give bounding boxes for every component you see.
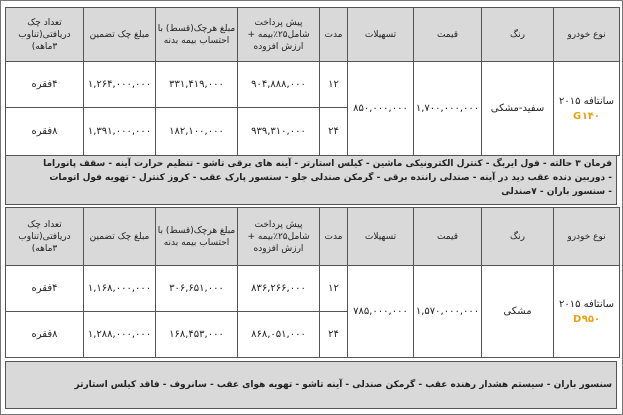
feature-line: سنسور باران - سیستم هشدار رهنده عقب - گرمکن صندلی - آینه تاشو - تهویه هوای عقب - سانروف - فاقد کیلس استارتر	[74, 380, 612, 390]
cheque-count-cell: ۸فقره	[6, 312, 84, 358]
facilities-cell: ۷۸۵,۰۰۰,۰۰۰	[348, 266, 414, 358]
header-color: رنگ	[482, 208, 554, 266]
prepayment-cell: ۹۰۴,۸۸۸,۰۰۰	[238, 62, 320, 108]
header-guarantee: مبلغ چک تضمین	[84, 208, 156, 266]
header-facilities: تسهیلات	[348, 208, 414, 266]
header-installment: مبلغ هرچک(قسط) با احتساب بیمه بدنه	[156, 208, 238, 266]
feature-line: فرمان ۳ حالته - فول ایربگ - کنترل الکترونیکی ماشین - کیلس استارتر - آینه های برقی تاشو - تنظیم حرارت آینه - سقف پانوراما	[43, 159, 612, 169]
header-guarantee: مبلغ چک تضمین	[84, 8, 156, 62]
price-table-section-1	[5, 7, 620, 156]
prepayment-cell: ۹۳۹,۳۱۰,۰۰۰	[238, 108, 320, 156]
model-cell	[554, 62, 620, 156]
color-cell: مشکی	[482, 266, 554, 358]
header-prepayment: پیش پرداخت شامل۲۵٪بیمه + ارزش افزوده	[238, 208, 320, 266]
header-model: نوع خودرو	[554, 8, 620, 62]
price-table-section-2	[5, 207, 620, 358]
guarantee-cell: ۱,۲۶۴,۰۰۰,۰۰۰	[84, 62, 156, 108]
model-badge: G۱۴۰	[572, 111, 601, 122]
guarantee-cell: ۱,۳۹۱,۰۰۰,۰۰۰	[84, 108, 156, 156]
header-duration: مدت	[320, 208, 348, 266]
guarantee-cell: ۱,۱۶۸,۰۰۰,۰۰۰	[84, 266, 156, 312]
cheque-count-cell: ۴فقره	[6, 266, 84, 312]
table-header-row	[6, 8, 620, 62]
features-box-section-1	[5, 155, 617, 205]
table-row	[6, 62, 620, 108]
feature-line: - سنسور باران - ۷صندلی	[501, 187, 612, 197]
table-row	[6, 266, 620, 312]
duration-cell: ۱۲	[320, 266, 348, 312]
header-installment: مبلغ هرچک(قسط) با احتساب بیمه بدنه	[156, 8, 238, 62]
feature-line: - دوربین دنده عقب دید در آینه - صندلی راننده برقی - گرمکن صندلی جلو - سنسور پارک عقب - کروز کنترل - تهویه فول اتومات	[49, 173, 612, 183]
duration-cell: ۲۴	[320, 108, 348, 156]
header-cheque-count: تعداد چک دریافتی(تناوب ۳ماهه)	[6, 208, 84, 266]
guarantee-cell: ۱,۲۸۸,۰۰۰,۰۰۰	[84, 312, 156, 358]
facilities-cell: ۸۵۰,۰۰۰,۰۰۰	[348, 62, 414, 156]
header-price: قیمت	[414, 8, 482, 62]
cheque-count-cell: ۴فقره	[6, 62, 84, 108]
header-cheque-count: تعداد چک دریافتی(تناوب ۳ماهه)	[6, 8, 84, 62]
prepayment-cell: ۸۳۶,۲۶۶,۰۰۰	[238, 266, 320, 312]
header-price: قیمت	[414, 208, 482, 266]
installment-cell: ۳۰۶,۶۵۱,۰۰۰	[156, 266, 238, 312]
features-box-section-2	[5, 361, 617, 409]
installment-cell: ۳۳۱,۴۱۹,۰۰۰	[156, 62, 238, 108]
model-cell	[554, 266, 620, 358]
duration-cell: ۲۴	[320, 312, 348, 358]
prepayment-cell: ۸۶۸,۰۵۱,۰۰۰	[238, 312, 320, 358]
installment-cell: ۱۶۸,۴۵۳,۰۰۰	[156, 312, 238, 358]
header-facilities: تسهیلات	[348, 8, 414, 62]
header-prepayment: پیش پرداخت شامل۲۵٪بیمه + ارزش افزوده	[238, 8, 320, 62]
model-badge: D۹۵۰	[572, 314, 601, 325]
model-name: سانتافه ۲۰۱۵	[558, 299, 615, 310]
installment-cell: ۱۸۲,۱۰۰,۰۰۰	[156, 108, 238, 156]
price-cell: ۱,۷۰۰,۰۰۰,۰۰۰	[414, 62, 482, 156]
table-header-row	[6, 208, 620, 266]
duration-cell: ۱۲	[320, 62, 348, 108]
header-model: نوع خودرو	[554, 208, 620, 266]
price-cell: ۱,۵۷۰,۰۰۰,۰۰۰	[414, 266, 482, 358]
header-color: رنگ	[482, 8, 554, 62]
header-duration: مدت	[320, 8, 348, 62]
cheque-count-cell: ۸فقره	[6, 108, 84, 156]
color-cell: سفید-مشکی	[482, 62, 554, 156]
model-name: سانتافه ۲۰۱۵	[558, 96, 615, 107]
